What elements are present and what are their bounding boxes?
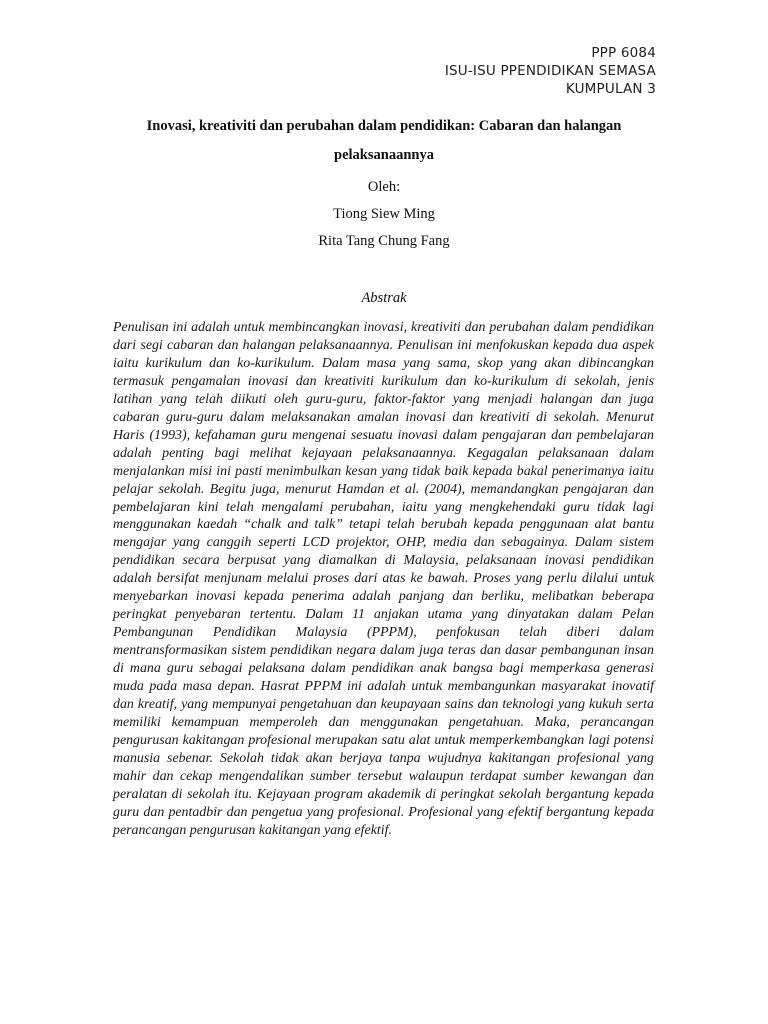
course-code: PPP 6084 (591, 45, 656, 61)
group-label: KUMPULAN 3 (565, 81, 656, 97)
author-name: Tiong Siew Ming (333, 206, 435, 222)
document-title: Inovasi, kreativiti dan perubahan dalam pendidikan: Cabaran dan halangan pelaksanaannya (146, 118, 622, 163)
course-header (445, 44, 656, 98)
course-name: ISU-ISU PPENDIDIKAN SEMASA (444, 63, 656, 79)
author-name: Rita Tang Chung Fang (318, 233, 450, 249)
byline-label: Oleh: (367, 179, 401, 195)
abstract-body: Penulisan ini adalah untuk membincangkan inovasi, kreativiti dan perubahan dalam pendidikan dari segi cabaran dan halangan pelaksanaannya. Penulisan ini menfokuskan kepada dua aspek iaitu kurikulum dan ko-kurikulum. Dalam masa yang sama, skop yang akan dibincangkan termasuk pengamalan inovasi dan kreativiti kurikulum dan ko-kurikulum di sekolah, jenis latihan yang telah diikuti oleh guru-guru, faktor-faktor yang menjadi halangan dan juga cabaran guru-guru dalam melaksanakan amalan inovasi dan kreativiti di sekolah. Menurut Haris (1993), kefahaman guru mengenai sesuatu inovasi dalam pengajaran dan pembelajaran adalah penting bagi melihat kejayaan pelaksanaannya. Kegagalan pelaksanaan dalam menjalankan misi ini pasti menimbulkan kesan yang tidak baik kepada bakal penerimanya iaitu pelajar sekolah. Begitu juga, menurut Hamdan et al. (2004), memandangkan pengajaran dan pembelajaran kini telah mengalami perubahan, iaitu yang mengkehendaki guru tidak lagi menggunakan kaedah “chalk and talk” tetapi telah berubah kepada penggunaan alat bantu mengajar yang canggih seperti LCD projektor, OHP, media dan sebagainya. Dalam sistem pendidikan secara berpusat yang diamalkan di Malaysia, pelaksanaan inovasi pendidikan adalah bersifat menjunam melalui proses dari atas ke bawah. Proses yang perlu dilalui untuk menyebarkan inovasi kepada penerima adalah panjang dan berliku, melibatkan beberapa peringkat penyebaran tertentu. Dalam 11 anjakan utama yang dinyatakan dalam Pelan Pembangunan Pendidikan Malaysia (PPPM), penfokusan telah diberi dalam mentransformasikan sistem pendidikan negara dalam juga teras dan dasar pembangunan insan di mana guru sebagai pelaksana dalam pendidikan anak bangsa bagi memperkasa generasi muda pada masa depan. Hasrat PPPM ini adalah untuk membangunkan masyarakat inovatif dan kreatif, yang mempunyai pengetahuan dan keupayaan sains dan teknologi yang kukuh serta memiliki kemampuan memperoleh dan menggunakan pengetahuan. Maka, perancangan pengurusan kakitangan profesional merupakan satu alat untuk memperkembangkan lagi potensi manusia sebenar. Sekolah tidak akan berjaya tanpa wujudnya kakitangan profesional yang mahir dan cekap mengendalikan sumber tersebut walaupun terdapat sumber kewangan dan peralatan di sekolah itu. Kejayaan program akademik di peringkat sekolah bergantung kepada guru dan pentadbir dan pengetua yang profesional. Profesional yang efektif bergantung kepada perancangan pengurusan kakitangan yang efektif. (113, 320, 654, 838)
abstract-heading: Abstrak (361, 290, 407, 306)
